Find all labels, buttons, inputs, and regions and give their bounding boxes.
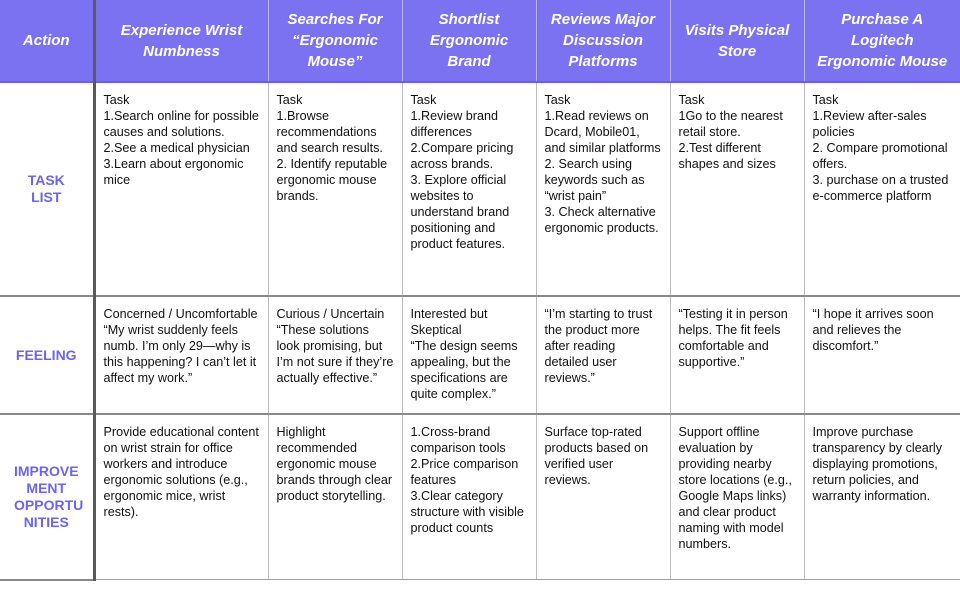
header-row xyxy=(0,0,960,82)
stage-header-purchase: Purchase A Logitech Ergonomic Mouse xyxy=(804,0,960,82)
improvement-cell: 1.Cross-brand comparison tools 2.Price comparison features 3.Clear category structure with visible product counts xyxy=(402,414,536,580)
task-cell: Task 1.Search online for possible causes and solutions. 2.See a medical physician 3.Learn about ergonomic mice xyxy=(94,82,268,296)
stage-header-wrist-numbness: Experience Wrist Numbness xyxy=(94,0,268,82)
feeling-row xyxy=(0,296,960,414)
improvement-cell: Surface top-rated products based on verified user reviews. xyxy=(536,414,670,580)
task-cell: Task 1.Browse recommendations and search results. 2. Identify reputable ergonomic mouse brands. xyxy=(268,82,402,296)
improvement-cell: Highlight recommended ergonomic mouse brands through clear product storytelling. xyxy=(268,414,402,580)
stage-header-search: Searches For “Ergonomic Mouse” xyxy=(268,0,402,82)
improvement-cell: Improve purchase transparency by clearly displaying promotions, return policies, and warranty information. xyxy=(804,414,960,580)
feeling-cell: “I hope it arrives soon and relieves the discomfort.” xyxy=(804,296,960,414)
stage-header-shortlist: Shortlist Ergonomic Brand xyxy=(402,0,536,82)
feeling-cell: Interested but Skeptical “The design seems appealing, but the specifications are quite complex.” xyxy=(402,296,536,414)
task-list-row xyxy=(0,82,960,296)
task-cell: Task 1.Read reviews on Dcard, Mobile01, and similar platforms 2. Search using keywords such as “wrist pain” 3. Check alternative ergonomic products. xyxy=(536,82,670,296)
task-cell: Task 1.Review after-sales policies 2. Compare promotional offers. 3. purchase on a trusted e-commerce platform xyxy=(804,82,960,296)
stage-header-reviews: Reviews Major Discussion Platforms xyxy=(536,0,670,82)
task-cell: Task 1Go to the nearest retail store. 2.Test different shapes and sizes xyxy=(670,82,804,296)
improvement-opportunities-label: IMPROVE MENT OPPORTU NITIES xyxy=(0,414,94,580)
feeling-cell: “I’m starting to trust the product more after reading detailed user reviews.” xyxy=(536,296,670,414)
action-header: Action xyxy=(0,0,94,82)
feeling-label: FEELING xyxy=(0,296,94,414)
improvement-cell: Support offline evaluation by providing nearby store locations (e.g., Google Maps links) and clear product naming with model numbers. xyxy=(670,414,804,580)
task-list-label: TASK LIST xyxy=(0,82,94,296)
feeling-cell: Concerned / Uncomfortable “My wrist suddenly feels numb. I’m only 29—why is this happening? I can’t let it affect my work.” xyxy=(94,296,268,414)
feeling-cell: Curious / Uncertain “These solutions look promising, but I’m not sure if they’re actually effective.” xyxy=(268,296,402,414)
improvement-cell: Provide educational content on wrist strain for office workers and introduce ergonomic solutions (e.g., ergonomic mice, wrist rests). xyxy=(94,414,268,580)
stage-header-store-visit: Visits Physical Store xyxy=(670,0,804,82)
task-cell: Task 1.Review brand differences 2.Compare pricing across brands. 3. Explore official websites to understand brand positioning and product features. xyxy=(402,82,536,296)
improvement-opportunities-row xyxy=(0,414,960,580)
feeling-cell: “Testing it in person helps. The fit feels comfortable and supportive.” xyxy=(670,296,804,414)
